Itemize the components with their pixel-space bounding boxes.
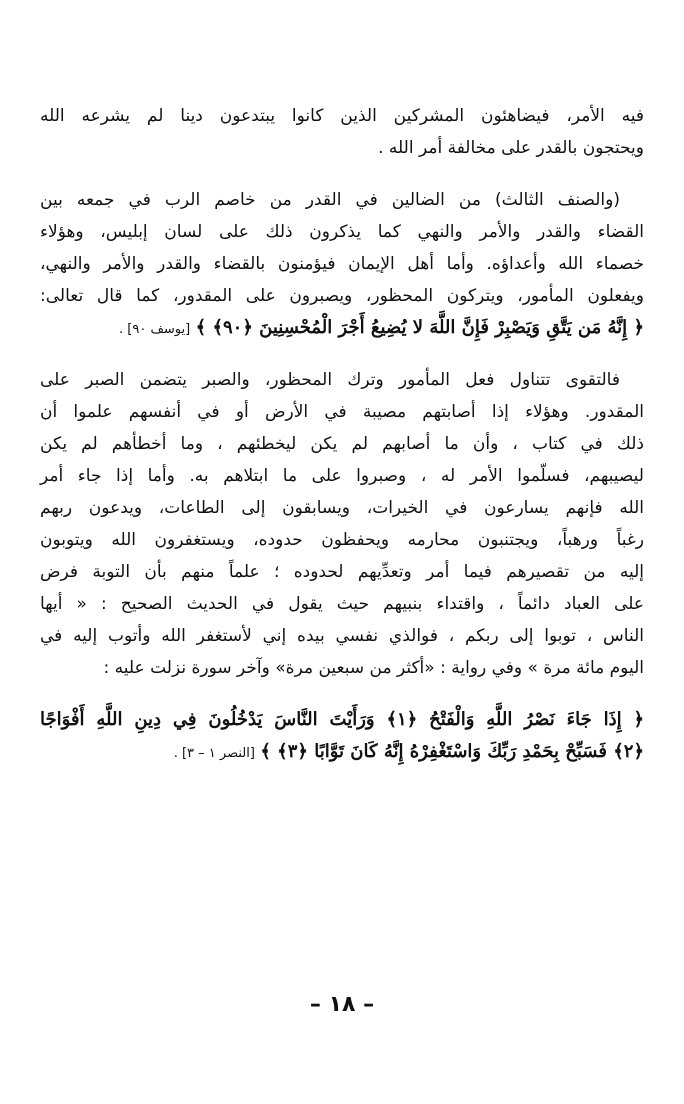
text-line: فيه الأمر، فيضاهئون المشركين الذين كانوا يبتدعون دينا لم يشرعه الله bbox=[40, 106, 644, 126]
verse-reference: [النصر ١ – ٣] . bbox=[173, 746, 255, 761]
text-line: ويحتجون بالقدر على مخالفة أمر الله . bbox=[378, 138, 644, 158]
quran-verse-line bbox=[40, 736, 644, 768]
text-line: ويفعلون المأمور، ويتركون المحظور، ويصبرون على المقدور، كما قال تعالى: bbox=[40, 286, 644, 306]
quran-verse: ﴿ إِذَا جَاءَ نَصْرُ اللَّهِ وَالْفَتْحُ ﴿١﴾ وَرَأَيْتَ النَّاسَ يَدْخُلُونَ فِي دِينِ اللَّهِ أَفْوَاجًا bbox=[40, 709, 645, 730]
text-line: خصماء الله وأعداؤه. وأما أهل الإيمان فيؤمنون بالقضاء والقدر والأمر والنهي، bbox=[40, 254, 644, 274]
quran-verse: ﴿٢﴾ فَسَبِّحْ بِحَمْدِ رَبِّكَ وَاسْتَغْفِرْهُ إِنَّهُ كَانَ تَوَّابًا ﴿٣﴾ ﴾ bbox=[260, 741, 644, 762]
verse-reference: [يوسف ٩٠] . bbox=[119, 322, 191, 337]
paragraph-2 bbox=[40, 184, 644, 344]
page-body bbox=[40, 100, 644, 768]
paragraph-1 bbox=[40, 100, 644, 164]
text-line: اليوم مائة مرة » وفي رواية : «أكثر من سبعين مرة» وآخر سورة نزلت عليه : bbox=[103, 658, 644, 678]
text-line: (والصنف الثالث) من الضالين في القدر من خاصم الرب في جمعه بين bbox=[40, 190, 620, 210]
quran-verse: ﴿ إِنَّهُ مَن يَتَّقِ وَيَصْبِرْ فَإِنَّ اللَّهَ لا يُضِيعُ أَجْرَ الْمُحْسِنِينَ ﴿٩٠﴾ ﴾ bbox=[195, 317, 644, 338]
text-line: الله فإنهم يسارعون في الخيرات، ويسابقون إلى الطاعات، ويدعون ربهم bbox=[40, 498, 644, 518]
page-number: – ١٨ – bbox=[309, 992, 375, 1017]
quran-block bbox=[40, 704, 644, 768]
quran-verse-line bbox=[40, 312, 644, 344]
text-line: ليصيبهم، فسلّموا الأمر له ، وصبروا على ما ابتلاهم به. وأما إذا جاء أمر bbox=[40, 466, 644, 486]
paragraph-3 bbox=[40, 364, 644, 684]
text-line: فالتقوى تتناول فعل المأمور وترك المحظور، والصبر يتضمن الصبر على bbox=[40, 370, 620, 390]
text-line: على العباد دائماً ، واقتداء بنبيهم حيث يقول في الحديث الصحيح : « أيها bbox=[40, 594, 644, 614]
text-line: ذلك في كتاب ، وأن ما أصابهم لم يكن ليخطئهم ، وما أخطأهم لم يكن bbox=[40, 434, 644, 454]
text-line: رغباً ورهباً، ويجتنبون محارمه ويحفظون حدوده، ويستغفرون الله ويتوبون bbox=[40, 530, 644, 550]
text-line: الناس ، توبوا إلى ربكم ، فوالذي نفسي بيده إني لأستغفر الله وأتوب إليه في bbox=[40, 626, 644, 646]
text-line: إليه من تقصيرهم فيما أمر وتعدِّيهم لحدوده ؛ علماً منهم بأن التوبة فرض bbox=[40, 562, 644, 582]
text-line: المقدور. وهؤلاء إذا أصابتهم مصيبة في الأرض أو في أنفسهم علموا أن bbox=[40, 402, 644, 422]
text-line: القضاء والقدر والأمر والنهي كما يذكرون ذلك على لسان إبليس، وهؤلاء bbox=[40, 222, 644, 242]
